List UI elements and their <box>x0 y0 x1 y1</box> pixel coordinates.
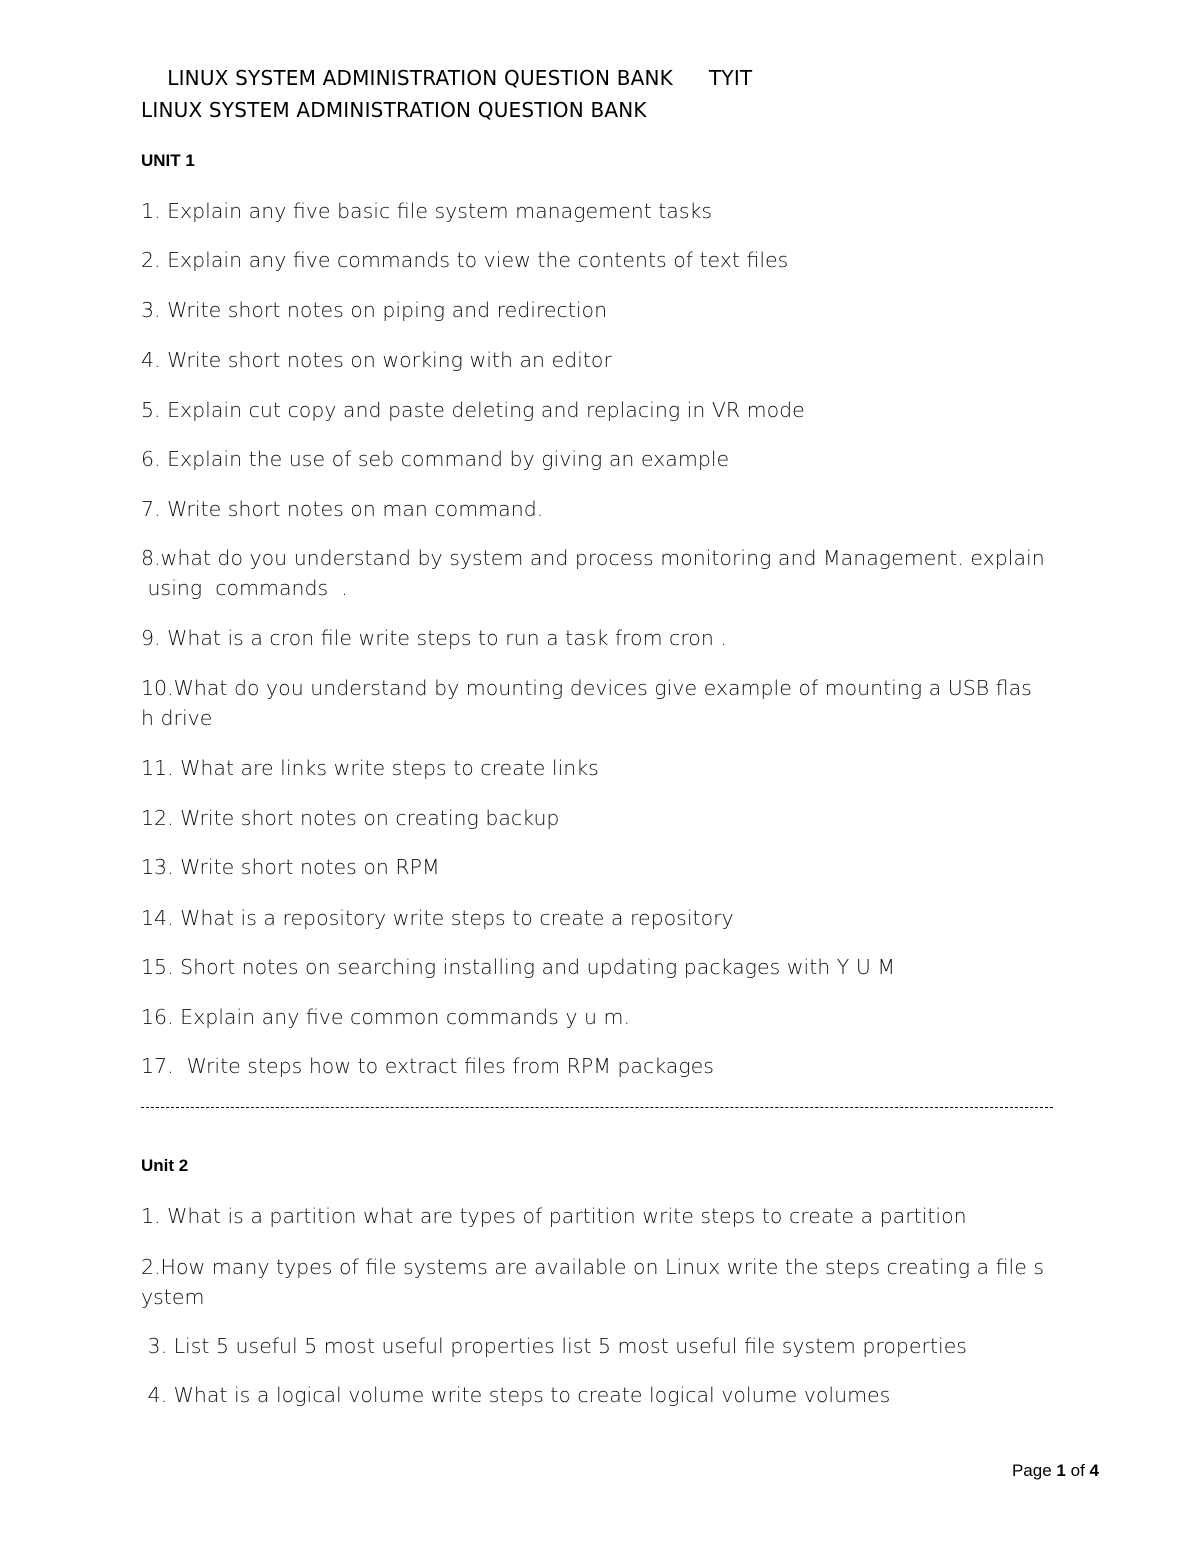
unit-1-question: 4. Write short notes on working with an editor <box>141 348 612 372</box>
unit-1-question: 7. Write short notes on man command. <box>141 497 544 521</box>
unit-1-question: 5. Explain cut copy and paste deleting and replacing in VR mode <box>141 398 805 422</box>
unit-2-question: 4. What is a logical volume write steps to create logical volume volumes <box>141 1383 891 1407</box>
total-pages-number: 4 <box>1089 1461 1099 1480</box>
unit-2-question: 1. What is a partition what are types of partition write steps to create a partition <box>141 1204 967 1228</box>
document-title: LINUX SYSTEM ADMINISTRATION QUESTION BANK <box>167 66 673 90</box>
of-label: of <box>1070 1461 1085 1480</box>
section-divider <box>141 1107 1053 1108</box>
page-number-footer <box>1012 1461 1099 1481</box>
unit-1-question: 14. What is a repository write steps to create a repository <box>141 906 734 930</box>
unit-1-question: 2. Explain any five commands to view the contents of text files <box>141 248 789 272</box>
unit-2-question: 3. List 5 useful 5 most useful properties list 5 most useful file system properties <box>141 1334 967 1358</box>
course-code: TYIT <box>708 66 753 90</box>
unit-2-question: 2.How many types of file systems are available on Linux write the steps creating a file s ystem <box>141 1255 1045 1309</box>
unit-1-question: 17. Write steps how to extract files from RPM packages <box>141 1054 714 1078</box>
unit-1-question: 16. Explain any five common commands y u m. <box>141 1005 631 1029</box>
unit-1-question: 9. What is a cron file write steps to run a task from cron . <box>141 626 727 650</box>
unit-1-question: 12. Write short notes on creating backup <box>141 806 560 830</box>
page-label: Page <box>1011 1461 1052 1480</box>
unit-2-heading: Unit 2 <box>141 1156 189 1175</box>
document-subtitle: LINUX SYSTEM ADMINISTRATION QUESTION BANK <box>141 98 647 122</box>
unit-1-question: 15. Short notes on searching installing and updating packages with Y U M <box>141 955 896 979</box>
unit-1-question: 6. Explain the use of seb command by giving an example <box>141 447 730 471</box>
unit-1-question: 11. What are links write steps to create links <box>141 756 599 780</box>
unit-1-question: 3. Write short notes on piping and redirection <box>141 298 608 322</box>
unit-1-heading: UNIT 1 <box>141 151 195 170</box>
unit-1-question: 1. Explain any five basic file system management tasks <box>141 199 713 223</box>
unit-1-question: 13. Write short notes on RPM <box>141 855 440 879</box>
unit-1-question: 8.what do you understand by system and process monitoring and Management. explain using commands . <box>141 546 1045 600</box>
unit-1-question: 10.What do you understand by mounting devices give example of mounting a USB flas h drive <box>141 676 1032 730</box>
current-page-number: 1 <box>1056 1461 1066 1480</box>
